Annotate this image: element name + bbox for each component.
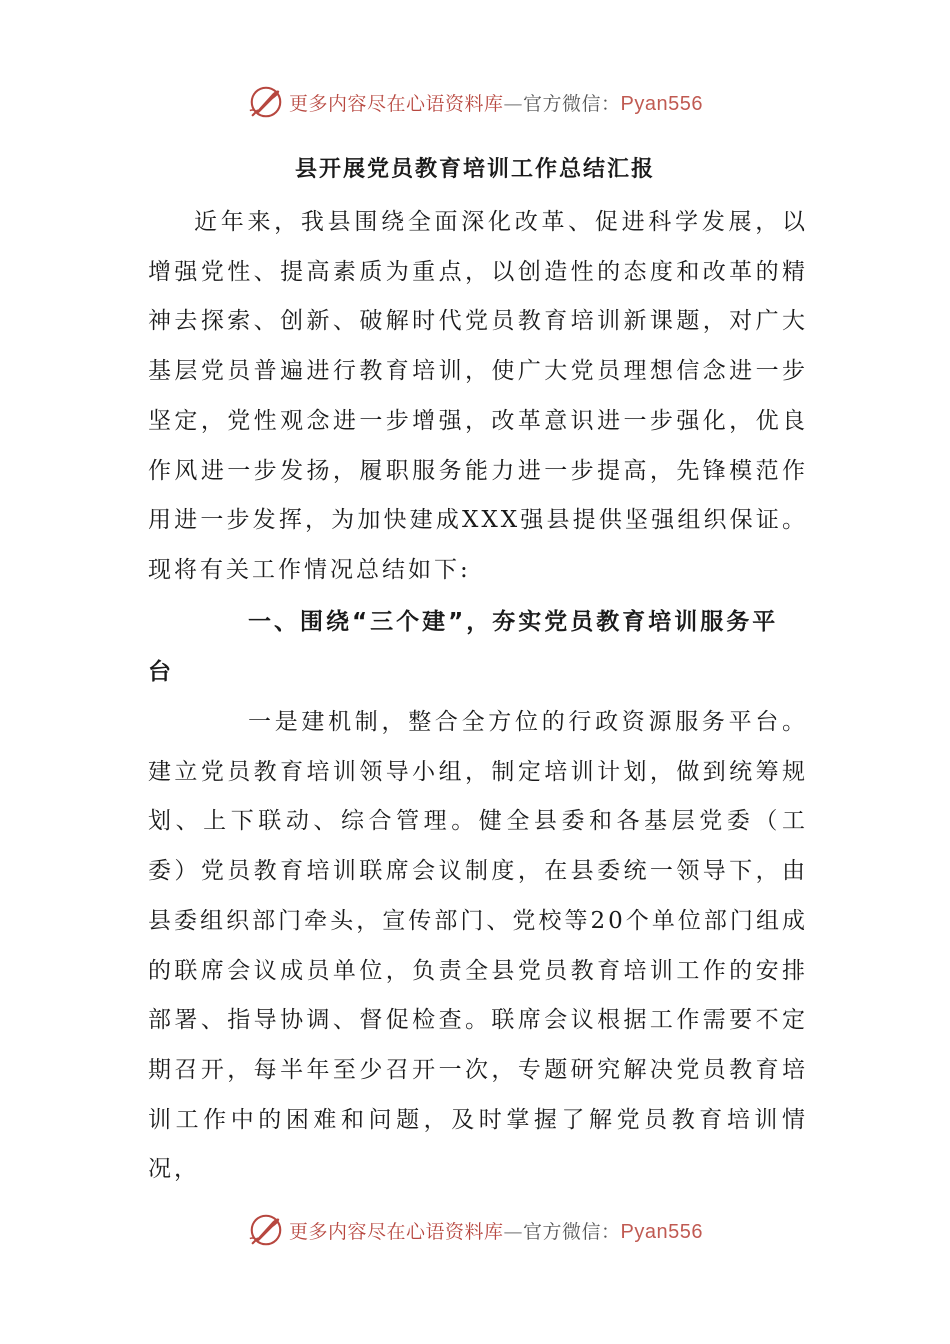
intro-paragraph: 近年来，我县围绕全面深化改革、促进科学发展，以增强党性、提高素质为重点，以创造性的态度和改革的精神去探索、创新、破解时代党员教育培训新课题，对广大基层党员普遍进行教育培训，使广大党员理想信念进一步坚定，党性观念进一步增强，改革意识进一步强化，优良作风进一步发扬，履职服务能力进一步提高，先锋模范作用进一步发挥，为加快建成XXX强县提供坚强组织保证。现将有关工作情况总结如下:: [148, 209, 808, 583]
section-1-paragraph: 一是建机制，整合全方位的行政资源服务平台。建立党员教育培训领导小组，制定培训计划，做到统筹规划、上下联动、综合管理。健全县委和各基层党委（工委）党员教育培训联席会议制度，在县委统一领导下，由县委组织部门牵头，宣传部门、党校等20个单位部门组成的联席会议成员单位，负责全县党员教育培训工作的安排部署、指导协调、督促检查。联席会议根据工作需要不定期召开，每半年至少召开一次，专题研究解决党员教育培训工作中的困难和问题，及时掌握了解党员教育培训情况，: [148, 709, 808, 1183]
watermark-wechat-label: 官方微信：: [523, 1220, 621, 1243]
document-title: 县开展党员教育培训工作总结汇报: [294, 156, 655, 182]
section-1-heading: 一、围绕“三个建”，夯实党员教育培训服务平台: [148, 609, 779, 685]
watermark-text: [289, 1217, 703, 1244]
watermark-wechat-label: 官方微信：: [523, 92, 621, 115]
watermark-dash: —: [503, 1220, 524, 1243]
watermark-banner-top: [0, 80, 950, 124]
watermark-handle: Pyan556: [620, 1220, 703, 1243]
watermark-handle: Pyan556: [620, 92, 703, 115]
watermark-dash: —: [503, 92, 524, 115]
quill-seal-logo-icon: [247, 1211, 285, 1249]
watermark-slogan: 更多内容尽在心语资料库: [289, 1220, 504, 1243]
watermark-slogan: 更多内容尽在心语资料库: [289, 92, 504, 115]
watermark-banner-bottom: [0, 1208, 950, 1252]
quill-seal-logo-icon: [247, 83, 285, 121]
watermark-text: [289, 89, 703, 116]
